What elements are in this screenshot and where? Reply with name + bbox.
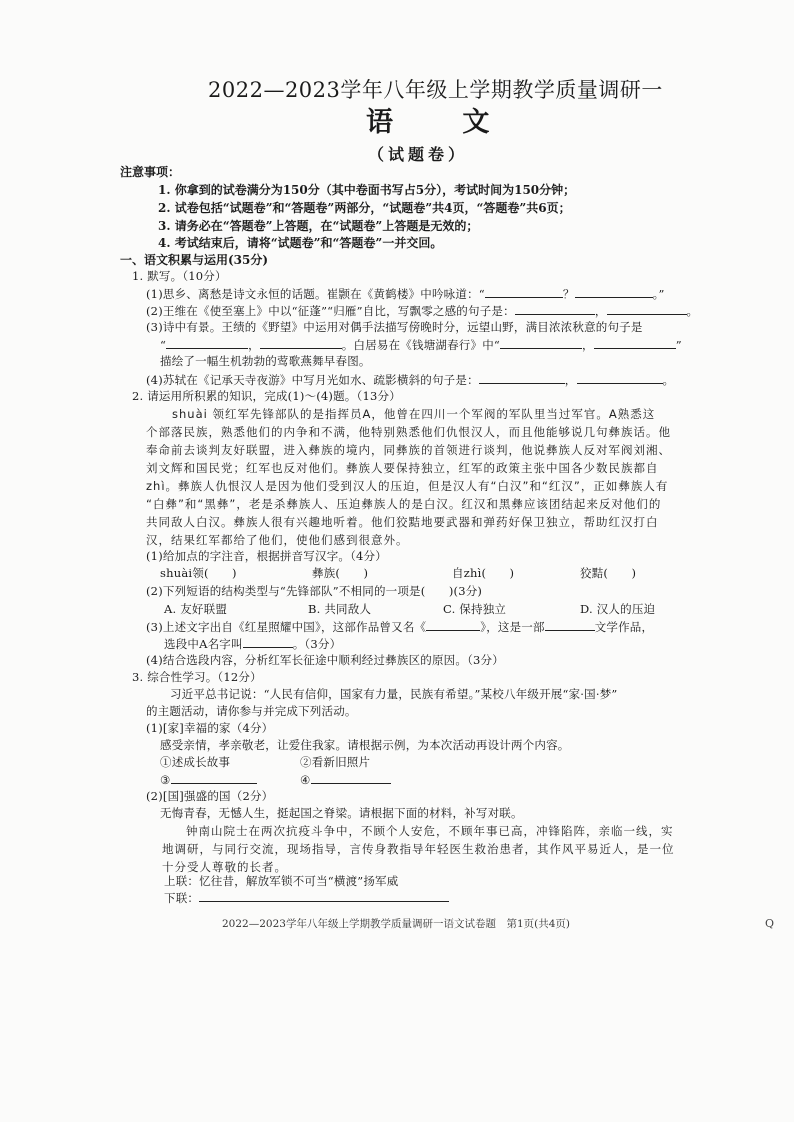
option-c[interactable]: C. 保持独立 <box>443 602 507 616</box>
couplet-lower <box>164 889 449 906</box>
q1-line-5 <box>146 371 674 388</box>
q2-sub-4: (4)结合选段内容，分析红军长征途中顺利经过彝族区的原因。（3分） <box>146 653 504 667</box>
pinyin-item[interactable]: 狡黠( ) <box>580 566 637 580</box>
question-1-title: 1. 默写。（10分） <box>132 269 227 283</box>
answer-slot-4 <box>300 771 391 788</box>
q2-sub-3-text: 选段中A名字叫 <box>164 637 243 651</box>
passage-line: 奉命前去谈判友好联盟，进入彝族的境内，同彝族的首领进行谈判，他说彝族人反对军阀刘湘、 <box>146 443 671 457</box>
question-3-title: 3. 综合性学习。（12分） <box>132 670 262 684</box>
subject-title: 语 文 <box>366 107 520 138</box>
answer-blank[interactable] <box>575 285 653 298</box>
answer-blank[interactable] <box>515 302 595 315</box>
q1-mid: ？ <box>562 287 575 301</box>
passage-line: zhì。彝族人仇恨汉人是因为他们受到汉人的压迫，但是汉人有“白汉”和“红汉”，正如彝族人有 <box>146 479 669 493</box>
answer-blank[interactable] <box>243 635 293 648</box>
notice-item: 2. 试卷包括“试题卷”和“答题卷”两部分，“试题卷”共4页，“答题卷”共6页； <box>158 201 571 215</box>
q1-prompt-2: (2)王维在《使至塞上》中以“征蓬”“归雁”自比，写飘零之感的句子是： <box>146 304 515 318</box>
q3-part-1-desc: 感受亲情，孝亲敬老，让爱住我家。请根据示例，为本次活动再设计两个内容。 <box>160 738 570 752</box>
answer-blank[interactable] <box>485 285 563 298</box>
q1-prompt-3: (3)诗中有景。王绩的《野望》中运用对偶手法描写傍晚时分，远望山野，满目浓浓秋意的句子是 <box>146 320 643 334</box>
notice-item: 3. 请务必在“答题卷”上答题，在“试题卷”上答题是无效的； <box>158 219 479 233</box>
pinyin-item[interactable]: 自zhì( ) <box>452 566 515 580</box>
answer-blank[interactable] <box>426 618 480 631</box>
q2-sub-2: (2)下列短语的结构类型与“先锋部队”不相同的一项是( )(3分) <box>146 584 483 598</box>
answer-blank[interactable] <box>311 771 391 784</box>
q1-period: 。 <box>662 373 675 387</box>
answer-blank[interactable] <box>479 371 565 384</box>
q1-prompt-5: (4)苏轼在《记承天寺夜游》中写月光如水、疏影横斜的句子是： <box>146 373 479 387</box>
passage-line: 共同敌人白汉。彝族人很有兴趣地听着。他们狡黠地要武器和弹药好保卫独立，帮助红汉打白 <box>146 515 659 529</box>
answer-blank[interactable] <box>594 336 676 349</box>
q1-line-1 <box>146 285 665 302</box>
notice-heading: 注意事项： <box>120 165 181 179</box>
quote-mark: ” <box>675 338 682 352</box>
couplet-lower-label: 下联： <box>164 891 200 905</box>
q1-prompt-4: 描绘了一幅生机勃勃的莺歌燕舞早春图。 <box>160 354 371 368</box>
example-item: ①述成长故事 <box>160 755 231 769</box>
question-2-title: 2. 请运用所积累的知识，完成(1)～(4)题。（13分） <box>132 389 401 403</box>
q3-intro: 习近平总书记说：“人民有信仰，国家有力量，民族有希望。”某校八年级开展“家·国·梦” <box>170 687 618 701</box>
q2-sub-3-text: (3)上述文字出自《红星照耀中国》，这部作品曾又名《 <box>146 620 427 634</box>
passage-line: “白彝”和“黑彝”，老是杀彝族人、压迫彝族人的是白汉。红汉和黑彝应该团结起来反对他们的 <box>146 497 662 511</box>
exam-title: 2022—2023学年八年级上学期教学质量调研一 <box>208 78 663 102</box>
notice-item: 1. 你拿到的试卷满分为150分（其中卷面书写占5分），考试时间为150分钟； <box>158 183 576 197</box>
answer-blank[interactable] <box>199 889 449 902</box>
q1-mid-3: 。白居易在《钱塘湖春行》中“ <box>341 338 500 352</box>
answer-blank[interactable] <box>171 771 257 784</box>
q1-comma: ， <box>248 338 260 352</box>
q1-line-3b <box>160 336 682 353</box>
q1-prompt-1: (1)思乡、离愁是诗文永恒的话题。崔颢在《黄鹤楼》中吟咏道：“ <box>146 287 485 301</box>
q1-period: 。 <box>686 304 699 318</box>
q2-sub-3-text: 。（3分） <box>292 637 342 651</box>
q3-part-2-title: (2)[国]强盛的国（2分） <box>146 789 274 803</box>
answer-blank[interactable] <box>166 336 248 349</box>
corner-mark: Q <box>765 917 775 930</box>
paper-type: （试题卷） <box>368 145 469 164</box>
q1-comma: ， <box>594 304 607 318</box>
option-b[interactable]: B. 共同敌人 <box>308 602 372 616</box>
passage-line: shuài 领红军先锋部队的是指挥员A，他曾在四川一个军阀的军队里当过军官。A熟悉这 <box>172 407 656 421</box>
passage-line: 汉，结果红军都给了他们，使他们感到很意外。 <box>146 533 409 547</box>
passage-line: 个部落民族，熟悉他们的内争和不满，他特别熟悉他们仇恨汉人，而且他能够说几句彝族话。他 <box>146 425 671 439</box>
example-item: ②看新旧照片 <box>300 755 371 769</box>
material-line: 钟南山院士在两次抗疫斗争中，不顾个人安危，不顾年事已高，冲锋陷阵，亲临一线，实 <box>186 824 674 838</box>
q2-sub-3-cont <box>164 635 341 652</box>
q2-sub-3-text: 文学作品， <box>594 620 654 634</box>
q3-part-2-desc: 无悔青春，无憾人生，挺起国之脊梁。请根据下面的材料，补写对联。 <box>160 806 523 820</box>
option-a[interactable]: A. 友好联盟 <box>164 602 228 616</box>
answer-blank[interactable] <box>545 618 595 631</box>
answer-slot-3 <box>160 771 257 788</box>
answer-blank[interactable] <box>607 302 687 315</box>
passage-line: 刘文辉和国民党；红军也反对他们。彝族人要保持独立，红军的政策主张中国各少数民族都自 <box>146 461 659 475</box>
q1-comma: ， <box>581 338 594 352</box>
q3-part-1-title: (1)[家]幸福的家（4分） <box>146 721 274 735</box>
option-d[interactable]: D. 汉人的压迫 <box>580 602 656 616</box>
couplet-upper: 上联：忆往昔，解放军锁不可当“横渡”扬军威 <box>164 874 399 888</box>
answer-blank[interactable] <box>260 336 342 349</box>
quote-mark: “ <box>160 338 167 352</box>
slot-number: ④ <box>300 773 311 787</box>
notice-item: 4. 考试结束后，请将“试题卷”和“答题卷”一并交回。 <box>158 236 443 250</box>
pinyin-item[interactable]: 彝族( ) <box>312 566 369 580</box>
slot-number: ③ <box>160 773 171 787</box>
q1-end: 。” <box>652 287 665 301</box>
q3-intro: 的主题活动，请你参与并完成下列活动。 <box>146 704 357 718</box>
q2-sub-3 <box>146 618 653 635</box>
material-line: 地调研，与同行交流，现场指导，言传身教指导年轻医生救治患者，其作风平易近人，是一位 <box>162 842 675 856</box>
pinyin-item[interactable]: shuài领( ) <box>160 566 237 580</box>
q2-sub-1: (1)给加点的字注音，根据拼音写汉字。（4分） <box>146 549 387 563</box>
section-heading: 一、语文积累与运用(35分) <box>120 253 269 267</box>
q2-sub-3-text: 》，这是一部 <box>480 620 545 634</box>
q1-line-2 <box>146 302 698 319</box>
material-line: 十分受人尊敬的长者。 <box>162 860 287 874</box>
q1-comma: ， <box>564 373 577 387</box>
page-footer: 2022—2023学年八年级上学期教学质量调研一语文试卷题 第1页(共4页) <box>222 918 570 930</box>
answer-blank[interactable] <box>500 336 582 349</box>
answer-blank[interactable] <box>577 371 663 384</box>
